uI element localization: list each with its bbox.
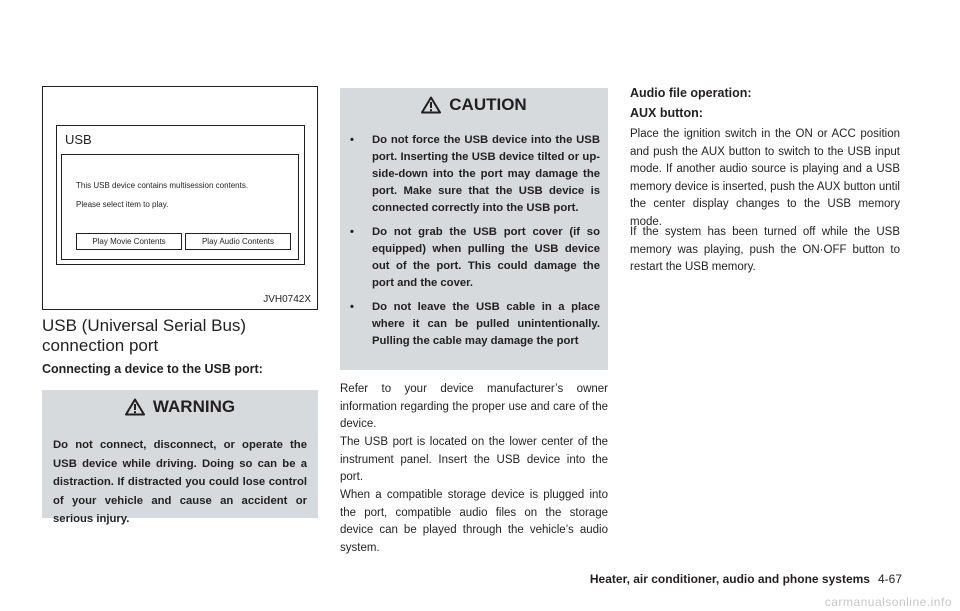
- subheading-audio-file: Audio file operation:: [630, 86, 752, 100]
- list-item: [350, 224, 600, 292]
- play-audio-contents-button[interactable]: Play Audio Contents: [185, 233, 291, 250]
- caution-item-text: Do not grab the USB port cover (if so equipped) when pulling the USB device out of the port. This could damage the port and the cover.: [372, 226, 600, 289]
- paragraph-aux: Place the ignition switch in the ON or ACC position and push the AUX button to switch to the USB input mode. If another audio source is playing and a USB memory device is inserted, push the AUX button until the center display changes to the USB memory mode.: [630, 128, 900, 228]
- usb-screen-figure: [42, 86, 318, 310]
- caution-title: CAUTION: [449, 95, 527, 114]
- paragraph-restart: If the system has been turned off while the USB memory was playing, push the ON·OFF button to restart the USB memory.: [630, 226, 900, 273]
- list-item: [350, 132, 600, 217]
- subheading-aux: AUX button:: [630, 106, 703, 120]
- caution-list: [350, 132, 600, 350]
- play-movie-contents-button[interactable]: Play Movie Contents: [76, 233, 182, 250]
- caution-item-text: Do not force the USB device into the USB port. Inserting the USB device tilted or up-side-down into the port may damage the port. Make sure that the USB device is connected correctly into the USB port.: [372, 134, 600, 214]
- list-item: [350, 299, 600, 350]
- screen-frame: [56, 125, 305, 265]
- footer-title: Heater, air conditioner, audio and phone systems: [589, 572, 870, 586]
- dialog-prompt: Please select item to play.: [76, 200, 169, 209]
- multisession-dialog: [61, 154, 299, 260]
- caution-header: [340, 88, 608, 122]
- warning-title: WARNING: [152, 397, 236, 416]
- paragraph-refer: Refer to your device manufacturer’s owner information regarding the proper use and care of the device.: [340, 383, 608, 430]
- bullet: •: [350, 134, 354, 146]
- warning-text: Do not connect, disconnect, or operate the USB device while driving. Doing so can be a distraction. If distracted you could lose control of your vehicle and cause an accident or serious injury.: [53, 439, 307, 525]
- paragraph-located: The USB port is located on the lower center of the instrument panel. Insert the USB device into the port.: [340, 436, 608, 483]
- paragraph-compatible: When a compatible storage device is plugged into the port, compatible audio files on the storage device can be played through the vehicle’s audio system.: [340, 489, 608, 554]
- page-footer: [590, 572, 902, 586]
- warning-triangle-icon: [421, 96, 441, 114]
- figure-caption: JVH0742X: [263, 294, 311, 305]
- bullet: •: [350, 301, 354, 313]
- warning-box: [42, 390, 318, 525]
- caution-box: [340, 88, 608, 370]
- subheading-connecting: Connecting a device to the USB port:: [42, 362, 263, 376]
- page-number: 4-67: [877, 572, 902, 586]
- caution-item-text: Do not leave the USB cable in a place where it can be pulled unintentionally. Pulling the cable may damage the port: [372, 301, 600, 347]
- watermark: carmanualsonline.info: [824, 595, 952, 609]
- screen-title: USB: [65, 132, 92, 147]
- warning-header: [42, 390, 318, 424]
- warning-triangle-icon: [125, 398, 145, 416]
- dialog-message: This USB device contains multisession contents.: [76, 181, 249, 190]
- bullet: •: [350, 226, 354, 238]
- section-title: USB (Universal Serial Bus) connection port: [42, 316, 247, 355]
